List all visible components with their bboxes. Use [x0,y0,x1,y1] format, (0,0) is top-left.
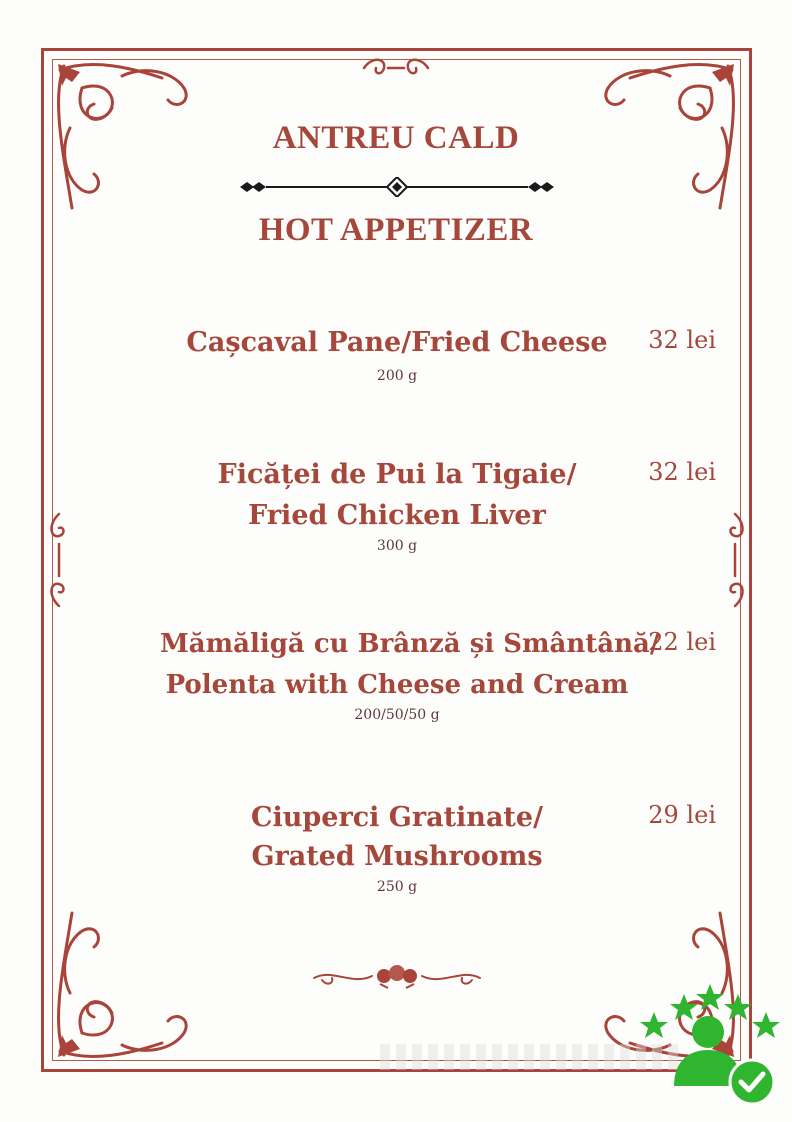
menu-item-price: 29 lei [648,801,716,829]
menu-item-weight: 200 g [376,368,418,384]
menu-item-name: Ciuperci Gratinate/ [251,802,543,833]
title-english: HOT APPETIZER [258,212,534,248]
left-side-flourish-icon [46,510,72,610]
menu-item-weight: 250 g [376,879,418,895]
menu-item-name: Grated Mushrooms [251,841,543,872]
verified-user-badge-icon [634,982,780,1110]
menu-item-weight: 300 g [376,538,418,554]
menu-item-price: 32 lei [648,458,716,486]
right-side-flourish-icon [722,510,748,610]
menu-item-name: Mămăligă cu Brânză și Smântână/ [160,629,660,659]
menu-item-weight: 200/50/50 g [354,707,440,723]
menu-item-name: Polenta with Cheese and Cream [165,670,629,700]
divider-diamond-icon [238,177,556,201]
corner-flourish-icon [52,893,202,1063]
title-romanian: ANTREU CALD [272,120,520,156]
top-center-flourish-icon [360,54,432,82]
menu-item-price: 32 lei [648,326,716,354]
menu-item-name: Fried Chicken Liver [248,500,546,531]
menu-item-name: Ficăței de Pui la Tigaie/ [217,459,577,490]
rose-ornament-icon [312,962,482,992]
menu-item-price: 22 lei [648,628,716,656]
menu-item-name: Cașcaval Pane/Fried Cheese [186,327,608,358]
